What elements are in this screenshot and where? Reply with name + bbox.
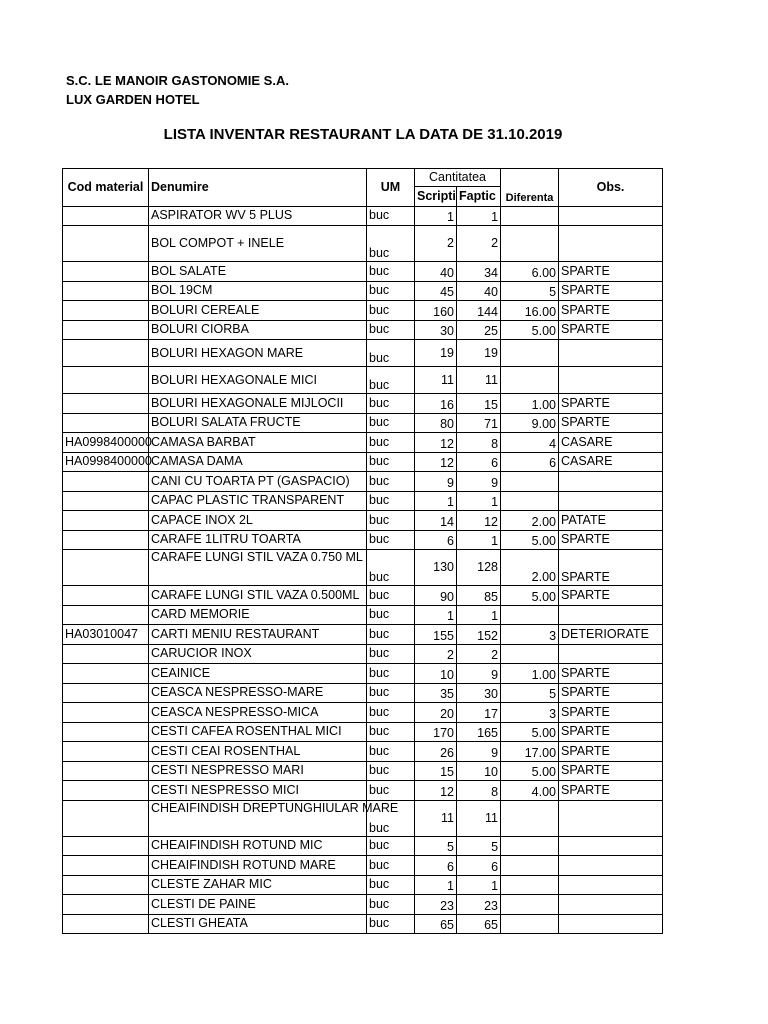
- cell-diferenta: 5.00: [501, 761, 559, 781]
- cell-um: buc: [367, 262, 415, 282]
- col-header-scriptic: Scripti: [415, 187, 457, 207]
- cell-scriptic: 5: [415, 836, 457, 856]
- inventory-body: [63, 206, 663, 934]
- cell-denumire: CARAFE 1LITRU TOARTA: [149, 530, 367, 550]
- cell-um: buc: [367, 895, 415, 915]
- cell-diferenta: [501, 206, 559, 226]
- cell-denumire: CAPACE INOX 2L: [149, 511, 367, 531]
- cell-um: buc: [367, 511, 415, 531]
- cell-obs: SPARTE: [559, 683, 663, 703]
- cell-faptic: 144: [457, 301, 501, 321]
- cell-scriptic: 65: [415, 914, 457, 934]
- cell-scriptic: 40: [415, 262, 457, 282]
- cell-obs: [559, 875, 663, 895]
- table-row: [63, 433, 663, 453]
- header-row-1: [63, 169, 663, 187]
- cell-faptic: 1: [457, 605, 501, 625]
- col-header-denumire: Denumire: [149, 169, 367, 207]
- cell-faptic: 6: [457, 452, 501, 472]
- cell-obs: SPARTE: [559, 530, 663, 550]
- cell-faptic: 65: [457, 914, 501, 934]
- table-row: [63, 226, 663, 262]
- cell-um: buc: [367, 644, 415, 664]
- cell-denumire: CEASCA NESPRESSO-MARE: [149, 683, 367, 703]
- cell-diferenta: 16.00: [501, 301, 559, 321]
- cell-diferenta: 5.00: [501, 586, 559, 606]
- cell-faptic: 1: [457, 875, 501, 895]
- cell-faptic: 19: [457, 340, 501, 367]
- cell-obs: [559, 491, 663, 511]
- hotel-name: LUX GARDEN HOTEL: [66, 92, 200, 107]
- cell-obs: SPARTE: [559, 703, 663, 723]
- cell-denumire: BOLURI HEXAGONALE MICI: [149, 367, 367, 394]
- cell-um: buc: [367, 320, 415, 340]
- cell-um: buc: [367, 530, 415, 550]
- cell-cod: [63, 742, 149, 762]
- table-row: [63, 491, 663, 511]
- cell-obs: [559, 914, 663, 934]
- cell-denumire: BOL 19CM: [149, 281, 367, 301]
- cell-diferenta: [501, 491, 559, 511]
- cell-um: buc: [367, 586, 415, 606]
- inventory-table: [62, 168, 663, 934]
- cell-obs: SPARTE: [559, 742, 663, 762]
- cell-scriptic: 16: [415, 394, 457, 414]
- cell-denumire: BOLURI CIORBA: [149, 320, 367, 340]
- cell-diferenta: [501, 367, 559, 394]
- cell-faptic: 1: [457, 491, 501, 511]
- cell-diferenta: [501, 895, 559, 915]
- cell-cod: [63, 491, 149, 511]
- cell-obs: SPARTE: [559, 664, 663, 684]
- cell-cod: [63, 914, 149, 934]
- cell-denumire: CAMASA DAMA: [149, 452, 367, 472]
- table-row: [63, 781, 663, 801]
- table-row: [63, 320, 663, 340]
- cell-cod: [63, 800, 149, 836]
- cell-cod: HA03010047: [63, 625, 149, 645]
- cell-faptic: 1: [457, 530, 501, 550]
- cell-um: buc: [367, 800, 415, 836]
- table-row: [63, 836, 663, 856]
- cell-um: buc: [367, 722, 415, 742]
- cell-faptic: 128: [457, 550, 501, 586]
- company-header: [66, 71, 289, 109]
- cell-um: buc: [367, 781, 415, 801]
- cell-obs: [559, 367, 663, 394]
- cell-denumire: CAPAC PLASTIC TRANSPARENT: [149, 491, 367, 511]
- cell-scriptic: 90: [415, 586, 457, 606]
- cell-obs: CASARE: [559, 452, 663, 472]
- cell-obs: [559, 340, 663, 367]
- cell-cod: [63, 644, 149, 664]
- cell-scriptic: 10: [415, 664, 457, 684]
- cell-scriptic: 15: [415, 761, 457, 781]
- cell-cod: [63, 340, 149, 367]
- cell-obs: SPARTE: [559, 281, 663, 301]
- cell-scriptic: 19: [415, 340, 457, 367]
- cell-um: buc: [367, 664, 415, 684]
- cell-cod: [63, 394, 149, 414]
- cell-faptic: 2: [457, 226, 501, 262]
- cell-denumire: BOLURI CEREALE: [149, 301, 367, 321]
- cell-faptic: 165: [457, 722, 501, 742]
- cell-diferenta: 1.00: [501, 664, 559, 684]
- table-row: [63, 703, 663, 723]
- col-header-um: UM: [367, 169, 415, 207]
- table-row: [63, 625, 663, 645]
- cell-scriptic: 35: [415, 683, 457, 703]
- cell-cod: [63, 586, 149, 606]
- cell-faptic: 11: [457, 367, 501, 394]
- cell-um: buc: [367, 281, 415, 301]
- company-name: S.C. LE MANOIR GASTONOMIE S.A.: [66, 73, 289, 88]
- cell-denumire: CARAFE LUNGI STIL VAZA 0.750 ML: [149, 550, 367, 586]
- table-row: [63, 586, 663, 606]
- col-header-cod: Cod material: [63, 169, 149, 207]
- cell-cod: [63, 301, 149, 321]
- cell-faptic: 10: [457, 761, 501, 781]
- cell-scriptic: 45: [415, 281, 457, 301]
- cell-diferenta: 6.00: [501, 262, 559, 282]
- cell-denumire: CLESTI DE PAINE: [149, 895, 367, 915]
- cell-diferenta: 5.00: [501, 722, 559, 742]
- cell-um: buc: [367, 703, 415, 723]
- table-row: [63, 530, 663, 550]
- cell-scriptic: 155: [415, 625, 457, 645]
- cell-faptic: 12: [457, 511, 501, 531]
- cell-um: buc: [367, 452, 415, 472]
- cell-um: buc: [367, 605, 415, 625]
- cell-denumire: BOL COMPOT + INELE: [149, 226, 367, 262]
- cell-diferenta: 4: [501, 433, 559, 453]
- cell-scriptic: 170: [415, 722, 457, 742]
- cell-denumire: BOLURI SALATA FRUCTE: [149, 413, 367, 433]
- cell-scriptic: 2: [415, 226, 457, 262]
- table-row: [63, 413, 663, 433]
- cell-cod: HA0998400000: [63, 452, 149, 472]
- cell-scriptic: 9: [415, 472, 457, 492]
- cell-scriptic: 1: [415, 491, 457, 511]
- cell-um: buc: [367, 472, 415, 492]
- cell-faptic: 9: [457, 742, 501, 762]
- table-row: [63, 895, 663, 915]
- table-row: [63, 742, 663, 762]
- cell-faptic: 9: [457, 664, 501, 684]
- cell-scriptic: 1: [415, 875, 457, 895]
- cell-obs: SPARTE: [559, 301, 663, 321]
- cell-denumire: CARD MEMORIE: [149, 605, 367, 625]
- cell-faptic: 11: [457, 800, 501, 836]
- cell-cod: [63, 530, 149, 550]
- cell-um: buc: [367, 340, 415, 367]
- cell-um: buc: [367, 491, 415, 511]
- cell-um: buc: [367, 226, 415, 262]
- cell-diferenta: [501, 644, 559, 664]
- cell-faptic: 8: [457, 781, 501, 801]
- cell-obs: PATATE: [559, 511, 663, 531]
- cell-faptic: 9: [457, 472, 501, 492]
- cell-diferenta: 2.00: [501, 550, 559, 586]
- cell-um: buc: [367, 683, 415, 703]
- cell-um: buc: [367, 394, 415, 414]
- cell-scriptic: 30: [415, 320, 457, 340]
- table-row: [63, 644, 663, 664]
- document-title-text: LISTA INVENTAR RESTAURANT LA DATA DE 31.10.2019: [163, 126, 563, 143]
- cell-obs: [559, 800, 663, 836]
- table-row: [63, 367, 663, 394]
- table-row: [63, 722, 663, 742]
- table-row: [63, 281, 663, 301]
- cell-faptic: 1: [457, 206, 501, 226]
- cell-cod: [63, 761, 149, 781]
- cell-scriptic: 6: [415, 530, 457, 550]
- cell-diferenta: 1.00: [501, 394, 559, 414]
- cell-diferenta: [501, 875, 559, 895]
- cell-denumire: CLESTE ZAHAR MIC: [149, 875, 367, 895]
- cell-denumire: CLESTI GHEATA: [149, 914, 367, 934]
- cell-obs: [559, 226, 663, 262]
- cell-diferenta: 5.00: [501, 320, 559, 340]
- table-row: [63, 914, 663, 934]
- cell-obs: SPARTE: [559, 550, 663, 586]
- cell-obs: [559, 605, 663, 625]
- cell-um: buc: [367, 301, 415, 321]
- cell-faptic: 8: [457, 433, 501, 453]
- cell-obs: SPARTE: [559, 413, 663, 433]
- cell-scriptic: 11: [415, 367, 457, 394]
- cell-cod: [63, 320, 149, 340]
- cell-um: buc: [367, 836, 415, 856]
- cell-cod: [63, 472, 149, 492]
- cell-denumire: CHEAIFINDISH ROTUND MIC: [149, 836, 367, 856]
- cell-diferenta: [501, 914, 559, 934]
- cell-cod: [63, 413, 149, 433]
- cell-diferenta: [501, 226, 559, 262]
- cell-cod: HA0998400000: [63, 433, 149, 453]
- cell-cod: [63, 367, 149, 394]
- cell-obs: [559, 895, 663, 915]
- cell-diferenta: 6: [501, 452, 559, 472]
- cell-diferenta: 5: [501, 281, 559, 301]
- cell-diferenta: 9.00: [501, 413, 559, 433]
- cell-obs: SPARTE: [559, 781, 663, 801]
- cell-denumire: ASPIRATOR WV 5 PLUS: [149, 206, 367, 226]
- table-row: [63, 856, 663, 876]
- cell-denumire: CARUCIOR INOX: [149, 644, 367, 664]
- document-title: [0, 126, 726, 143]
- cell-denumire: BOLURI HEXAGON MARE: [149, 340, 367, 367]
- cell-cod: [63, 281, 149, 301]
- cell-cod: [63, 605, 149, 625]
- table-row: [63, 340, 663, 367]
- table-row: [63, 875, 663, 895]
- cell-obs: SPARTE: [559, 761, 663, 781]
- cell-diferenta: 5.00: [501, 530, 559, 550]
- cell-obs: CASARE: [559, 433, 663, 453]
- cell-um: buc: [367, 625, 415, 645]
- cell-um: buc: [367, 856, 415, 876]
- cell-scriptic: 12: [415, 452, 457, 472]
- cell-diferenta: 4.00: [501, 781, 559, 801]
- cell-obs: SPARTE: [559, 394, 663, 414]
- cell-um: buc: [367, 761, 415, 781]
- cell-faptic: 6: [457, 856, 501, 876]
- cell-um: buc: [367, 875, 415, 895]
- cell-denumire: CESTI NESPRESSO MICI: [149, 781, 367, 801]
- cell-cod: [63, 511, 149, 531]
- cell-scriptic: 80: [415, 413, 457, 433]
- cell-denumire: BOLURI HEXAGONALE MIJLOCII: [149, 394, 367, 414]
- cell-denumire: CANI CU TOARTA PT (GASPACIO): [149, 472, 367, 492]
- cell-cod: [63, 703, 149, 723]
- table-row: [63, 511, 663, 531]
- cell-cod: [63, 550, 149, 586]
- cell-scriptic: 160: [415, 301, 457, 321]
- cell-cod: [63, 836, 149, 856]
- cell-obs: [559, 206, 663, 226]
- cell-cod: [63, 262, 149, 282]
- cell-diferenta: 5: [501, 683, 559, 703]
- cell-obs: [559, 836, 663, 856]
- cell-scriptic: 26: [415, 742, 457, 762]
- cell-um: buc: [367, 914, 415, 934]
- cell-diferenta: [501, 856, 559, 876]
- cell-diferenta: [501, 800, 559, 836]
- cell-faptic: 30: [457, 683, 501, 703]
- cell-diferenta: [501, 605, 559, 625]
- cell-scriptic: 20: [415, 703, 457, 723]
- col-header-obs: Obs.: [559, 169, 663, 207]
- cell-faptic: 17: [457, 703, 501, 723]
- table-row: [63, 452, 663, 472]
- table-row: [63, 683, 663, 703]
- col-header-cantitatea: Cantitatea: [415, 169, 501, 187]
- cell-faptic: 34: [457, 262, 501, 282]
- cell-diferenta: [501, 836, 559, 856]
- cell-um: buc: [367, 433, 415, 453]
- col-header-faptic: Faptic: [457, 187, 501, 207]
- cell-faptic: 2: [457, 644, 501, 664]
- cell-denumire: CARTI MENIU RESTAURANT: [149, 625, 367, 645]
- cell-obs: DETERIORATE: [559, 625, 663, 645]
- cell-scriptic: 11: [415, 800, 457, 836]
- cell-obs: [559, 644, 663, 664]
- table-row: [63, 761, 663, 781]
- cell-denumire: CHEAIFINDISH ROTUND MARE: [149, 856, 367, 876]
- cell-cod: [63, 895, 149, 915]
- table-row: [63, 262, 663, 282]
- cell-obs: SPARTE: [559, 722, 663, 742]
- cell-cod: [63, 683, 149, 703]
- cell-cod: [63, 226, 149, 262]
- cell-obs: [559, 856, 663, 876]
- table-row: [63, 664, 663, 684]
- cell-obs: SPARTE: [559, 320, 663, 340]
- cell-cod: [63, 781, 149, 801]
- cell-um: buc: [367, 367, 415, 394]
- cell-um: buc: [367, 550, 415, 586]
- cell-diferenta: 2.00: [501, 511, 559, 531]
- cell-obs: SPARTE: [559, 262, 663, 282]
- cell-faptic: 15: [457, 394, 501, 414]
- cell-denumire: CESTI NESPRESSO MARI: [149, 761, 367, 781]
- cell-scriptic: 12: [415, 433, 457, 453]
- cell-scriptic: 1: [415, 206, 457, 226]
- cell-scriptic: 14: [415, 511, 457, 531]
- cell-um: buc: [367, 742, 415, 762]
- cell-cod: [63, 856, 149, 876]
- cell-faptic: 23: [457, 895, 501, 915]
- cell-scriptic: 23: [415, 895, 457, 915]
- cell-diferenta: 17.00: [501, 742, 559, 762]
- cell-scriptic: 1: [415, 605, 457, 625]
- cell-cod: [63, 664, 149, 684]
- cell-faptic: 40: [457, 281, 501, 301]
- table-row: [63, 472, 663, 492]
- cell-denumire: CEAINICE: [149, 664, 367, 684]
- cell-denumire: CEASCA NESPRESSO-MICA: [149, 703, 367, 723]
- table-row: [63, 605, 663, 625]
- cell-um: buc: [367, 206, 415, 226]
- cell-cod: [63, 722, 149, 742]
- cell-faptic: 5: [457, 836, 501, 856]
- cell-diferenta: [501, 340, 559, 367]
- cell-denumire: CESTI CEAI ROSENTHAL: [149, 742, 367, 762]
- cell-diferenta: 3: [501, 703, 559, 723]
- table-row: [63, 394, 663, 414]
- table-row: [63, 301, 663, 321]
- table-row: [63, 550, 663, 586]
- col-header-diferenta: Diferenta: [501, 169, 559, 207]
- cell-denumire: CAMASA BARBAT: [149, 433, 367, 453]
- cell-faptic: 25: [457, 320, 501, 340]
- cell-denumire: CESTI CAFEA ROSENTHAL MICI: [149, 722, 367, 742]
- cell-denumire: CHEAIFINDISH DREPTUNGHIULAR MARE: [149, 800, 367, 836]
- cell-um: buc: [367, 413, 415, 433]
- cell-scriptic: 130: [415, 550, 457, 586]
- cell-cod: [63, 206, 149, 226]
- table-row: [63, 206, 663, 226]
- cell-scriptic: 12: [415, 781, 457, 801]
- cell-diferenta: 3: [501, 625, 559, 645]
- cell-faptic: 152: [457, 625, 501, 645]
- cell-obs: SPARTE: [559, 586, 663, 606]
- cell-faptic: 85: [457, 586, 501, 606]
- cell-cod: [63, 875, 149, 895]
- cell-faptic: 71: [457, 413, 501, 433]
- table-row: [63, 800, 663, 836]
- cell-denumire: CARAFE LUNGI STIL VAZA 0.500ML: [149, 586, 367, 606]
- cell-denumire: BOL SALATE: [149, 262, 367, 282]
- cell-scriptic: 6: [415, 856, 457, 876]
- cell-obs: [559, 472, 663, 492]
- cell-scriptic: 2: [415, 644, 457, 664]
- cell-diferenta: [501, 472, 559, 492]
